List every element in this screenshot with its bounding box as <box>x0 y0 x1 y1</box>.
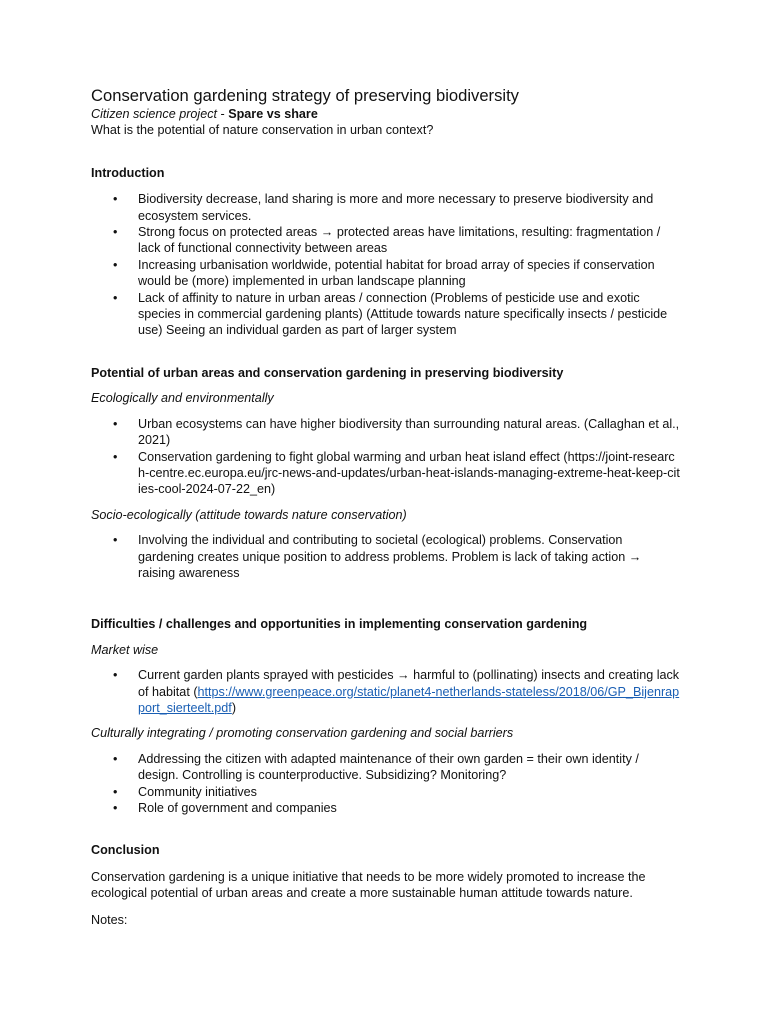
subtitle-separator: - <box>217 107 229 121</box>
list-item-text: Lack of affinity to nature in urban areas / connection (Problems of pesticide use and exotic species in commercial gardening plants) (Attitude towards nature specifically insects / pesticide use) Seeing an individual garden as part of larger system <box>138 290 668 338</box>
list-item <box>91 191 681 224</box>
market-item-close: ) <box>231 700 237 715</box>
conclusion-text: Conservation gardening is a unique initiative that needs to be more widely promoted to increase the ecological potential of urban areas and create a more sustainable human attitude towards nature. <box>91 869 646 901</box>
bullet: • <box>113 801 118 815</box>
conclusion-heading: Conclusion <box>91 843 160 858</box>
research-question: What is the potential of nature conservation in urban context? <box>91 123 434 138</box>
bullet: • <box>113 225 118 240</box>
bullet: • <box>113 449 118 464</box>
bullet: • <box>113 751 118 766</box>
document-page <box>91 86 681 928</box>
list-item-text: Biodiversity decrease, land sharing is more and more necessary to preserve biodiversity and ecosystem services. <box>138 192 654 223</box>
intro-list <box>91 191 681 339</box>
bullet: • <box>113 533 118 548</box>
list-item <box>91 784 681 800</box>
subtitle-topic: Spare vs share <box>228 107 318 121</box>
list-item <box>91 449 681 498</box>
market-label: Market wise <box>91 642 159 657</box>
list-item-text: Urban ecosystems can have higher biodiversity than surrounding natural areas. (Callaghan et al., 2021) <box>138 416 680 448</box>
list-item-text: Conservation gardening to fight global warming and urban heat island effect (https://joint-research-centre.ec.europa.eu/jrc-news-and-updates/urban-heat-islands-managing-extreme-heat-keep-cities-cool-2024-07-22_en) <box>138 449 680 497</box>
market-list <box>91 667 681 716</box>
list-item-text: Role of government and companies <box>138 801 337 815</box>
list-item-text <box>138 668 679 715</box>
bullet: • <box>113 290 118 305</box>
list-item-text: Increasing urbanisation worldwide, potential habitat for broad array of species if conservation would be (more) implemented in urban landscape planning <box>138 257 655 289</box>
market-item-text: Current garden plants sprayed with pesticides → harmful to (pollinating) insects and creating lack of habitat ( <box>138 668 680 699</box>
eco-list <box>91 416 681 498</box>
notes-label: Notes: <box>91 912 128 927</box>
eco-label: Ecologically and environmentally <box>91 391 274 406</box>
subtitle-project: Citizen science project <box>91 107 217 121</box>
list-item <box>91 290 681 339</box>
list-item <box>91 800 681 816</box>
cultural-list <box>91 751 681 817</box>
list-item-text: Strong focus on protected areas → protected areas have limitations, resulting: fragmentation / lack of functional connectivity between areas <box>138 225 661 256</box>
bullet: • <box>113 257 118 272</box>
list-item-text: Involving the individual and contributing to societal (ecological) problems. Conservation gardening creates unique position to address problems. Problem is lack of taking action → raising awareness <box>138 533 642 580</box>
difficulties-heading: Difficulties / challenges and opportunities in implementing conservation gardening <box>91 617 588 632</box>
bullet: • <box>113 668 118 683</box>
intro-heading: Introduction <box>91 165 165 180</box>
bullet: • <box>113 416 118 431</box>
greenpeace-report-link[interactable]: https://www.greenpeace.org/static/planet4-netherlands-stateless/2018/06/GP_Bijenrapport_sierteelt.pdf <box>138 684 680 715</box>
socio-label: Socio-ecologically (attitude towards nature conservation) <box>91 507 407 522</box>
subtitle <box>91 106 681 122</box>
bullet: • <box>113 192 118 207</box>
socio-list <box>91 532 681 581</box>
cultural-label: Culturally integrating / promoting conservation gardening and social barriers <box>91 726 514 741</box>
list-item <box>91 416 681 449</box>
list-item <box>91 667 681 716</box>
list-item <box>91 257 681 290</box>
list-item-text: Community initiatives <box>138 784 257 799</box>
list-item-text: Addressing the citizen with adapted maintenance of their own garden = their own identity / design. Controlling is counterproductive. Subsidizing? Monitoring? <box>138 751 639 783</box>
bullet: • <box>113 784 118 799</box>
list-item <box>91 532 681 581</box>
list-item <box>91 224 681 257</box>
document-title: Conservation gardening strategy of preserving biodiversity <box>91 86 519 105</box>
potential-heading: Potential of urban areas and conservation gardening in preserving biodiversity <box>91 365 564 380</box>
list-item <box>91 751 681 784</box>
